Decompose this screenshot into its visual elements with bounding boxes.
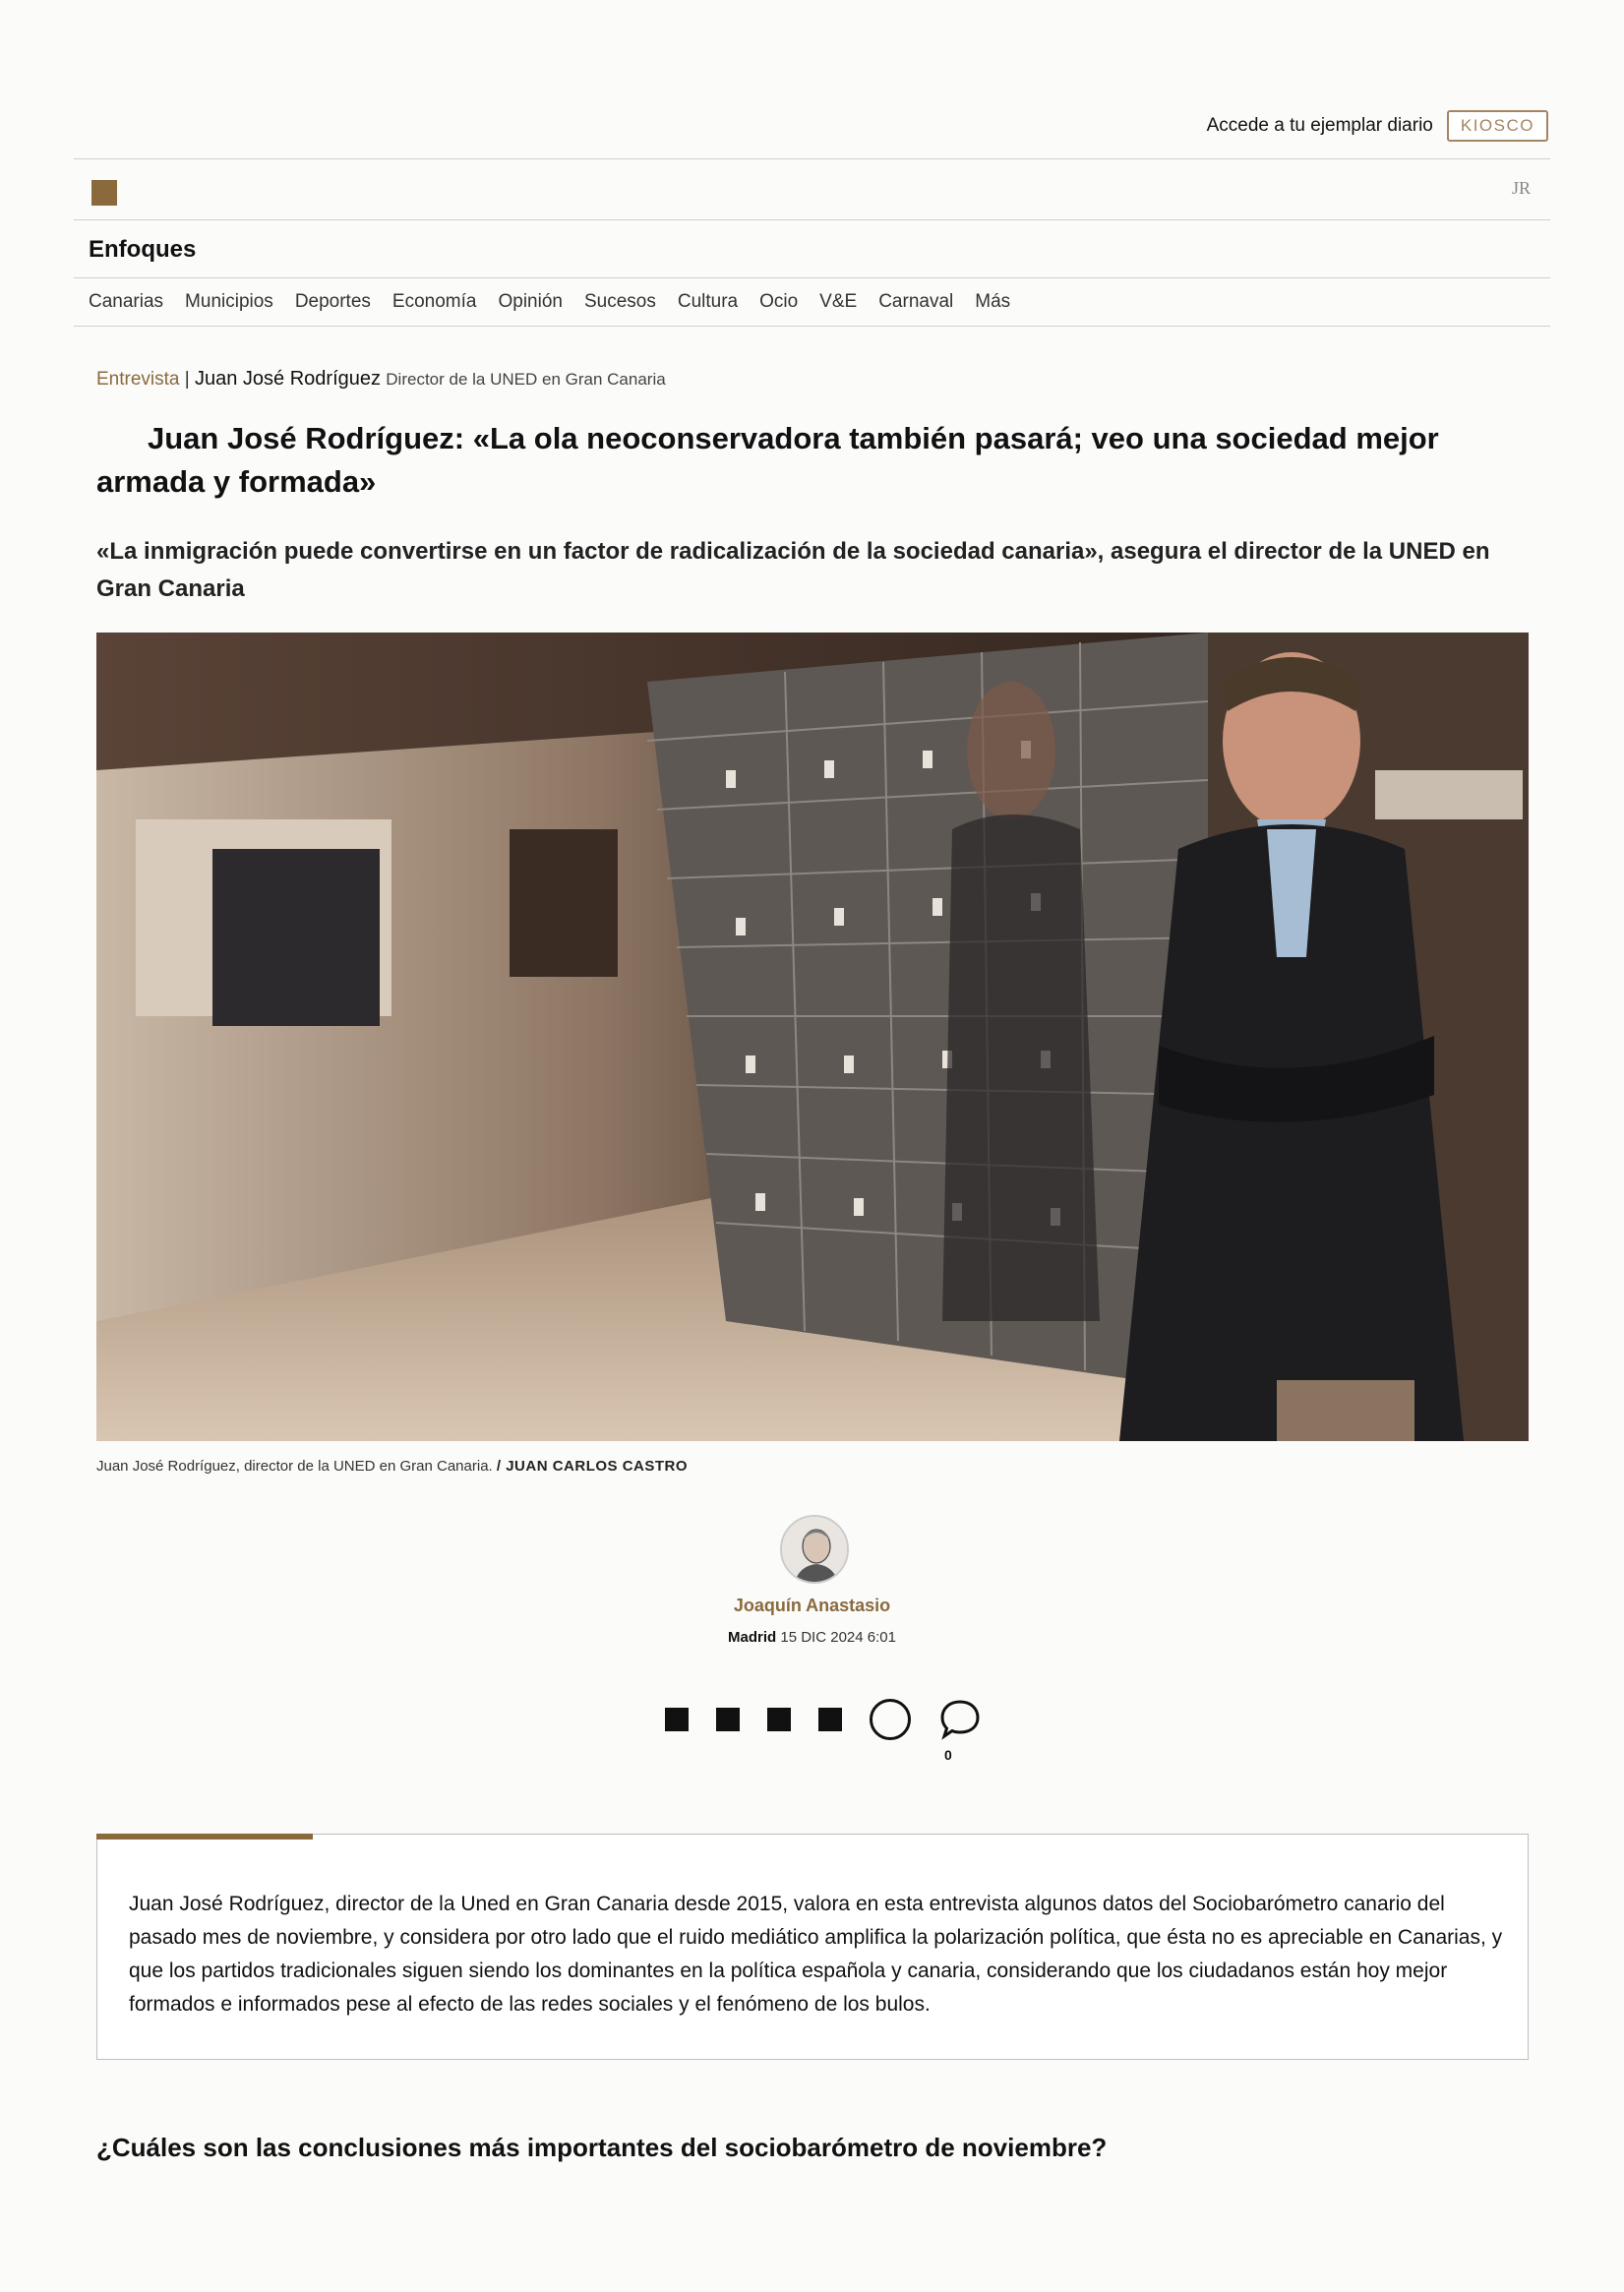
- summary-box: [96, 1834, 1529, 2060]
- author-name[interactable]: Joaquín Anastasio: [733, 1596, 891, 1615]
- nav-item-carnaval[interactable]: Carnaval: [878, 291, 954, 312]
- share-more-icon[interactable]: [870, 1699, 911, 1740]
- comments-icon[interactable]: [938, 1698, 982, 1741]
- comment-count[interactable]: 0: [944, 1747, 952, 1763]
- summary-text: Juan José Rodríguez, director de la Uned en Gran Canaria desde 2015, valora en esta entrevista algunos datos del Sociobarómetro canario del pasado mes de noviembre, y considera por otro lado que el ruido mediático amplifica la polarización política, que ésta no es apreciable en Canarias, y que los partidos tradicionales siguen siendo los dominantes en la política española y canaria, considerando que los ciudadanos están hoy mejor formados e informados pese al efecto de las redes sociales y el fenómeno de los bulos.: [129, 1893, 1503, 2016]
- author-portrait-icon: [782, 1517, 849, 1584]
- dateline-date: 15 DIC 2024 6:01: [780, 1629, 896, 1646]
- share-bar: [665, 1698, 982, 1741]
- divider: [74, 158, 1550, 159]
- kiosk-text: Accede a tu ejemplar diario: [1206, 115, 1433, 136]
- nav-item-cultura[interactable]: Cultura: [677, 291, 739, 312]
- share-email-icon[interactable]: [818, 1708, 842, 1731]
- nav-item-canarias[interactable]: Canarias: [89, 291, 164, 312]
- nav-item-deportes[interactable]: Deportes: [294, 291, 371, 312]
- share-twitter-icon[interactable]: [716, 1708, 740, 1731]
- divider: [74, 219, 1550, 220]
- nav-item-opinion[interactable]: Opinión: [498, 291, 563, 312]
- summary-accent-bar: [96, 1834, 313, 1840]
- divider: [74, 326, 1550, 327]
- nav-item-sucesos[interactable]: Sucesos: [583, 291, 656, 312]
- nav-item-economia[interactable]: Economía: [391, 291, 477, 312]
- kiosk-button[interactable]: KIOSCO: [1447, 110, 1548, 142]
- breadcrumb-separator: |: [184, 369, 190, 390]
- article-subheadline: «La inmigración puede convertirse en un factor de radicalización de la sociedad canaria», asegura el director de la UNED en Gran Canaria: [96, 538, 1490, 602]
- share-facebook-icon[interactable]: [665, 1708, 689, 1731]
- nav-item-ocio[interactable]: Ocio: [759, 291, 799, 312]
- interviewee-role: Director de la UNED en Gran Canaria: [386, 370, 666, 389]
- article-headline: Juan José Rodríguez: «La ola neoconservadora también pasará; veo una sociedad mejor armada y formada»: [96, 421, 1439, 499]
- interview-question: ¿Cuáles son las conclusiones más importantes del sociobarómetro de noviembre?: [96, 2133, 1108, 2162]
- article-category[interactable]: Entrevista: [96, 369, 180, 390]
- kiosk-promo: [1207, 110, 1548, 142]
- site-logo[interactable]: [91, 180, 117, 206]
- interviewee-name: Juan José Rodríguez: [194, 368, 381, 390]
- comment-bubble-icon: [938, 1698, 982, 1741]
- photo-caption: [96, 1458, 688, 1475]
- photo-illustration: [96, 633, 1529, 1441]
- user-account-button[interactable]: JR: [1511, 178, 1531, 198]
- dateline-location: Madrid: [728, 1629, 777, 1646]
- author-avatar[interactable]: [780, 1515, 849, 1584]
- dateline: [0, 1629, 1624, 1646]
- article-photo[interactable]: [96, 633, 1529, 1441]
- top-bar: [74, 106, 1550, 155]
- main-nav: [89, 291, 1010, 313]
- photo-credit: / JUAN CARLOS CASTRO: [496, 1458, 689, 1475]
- divider: [74, 277, 1550, 278]
- share-linkedin-icon[interactable]: [767, 1708, 791, 1731]
- nav-item-mas[interactable]: Más: [975, 291, 1011, 312]
- breadcrumb: [96, 368, 666, 391]
- logo-row: [74, 172, 1550, 211]
- section-title[interactable]: Enfoques: [89, 236, 197, 263]
- nav-item-ve[interactable]: V&E: [819, 291, 858, 312]
- caption-text: Juan José Rodríguez, director de la UNED en Gran Canaria.: [96, 1458, 493, 1475]
- nav-item-municipios[interactable]: Municipios: [185, 291, 273, 312]
